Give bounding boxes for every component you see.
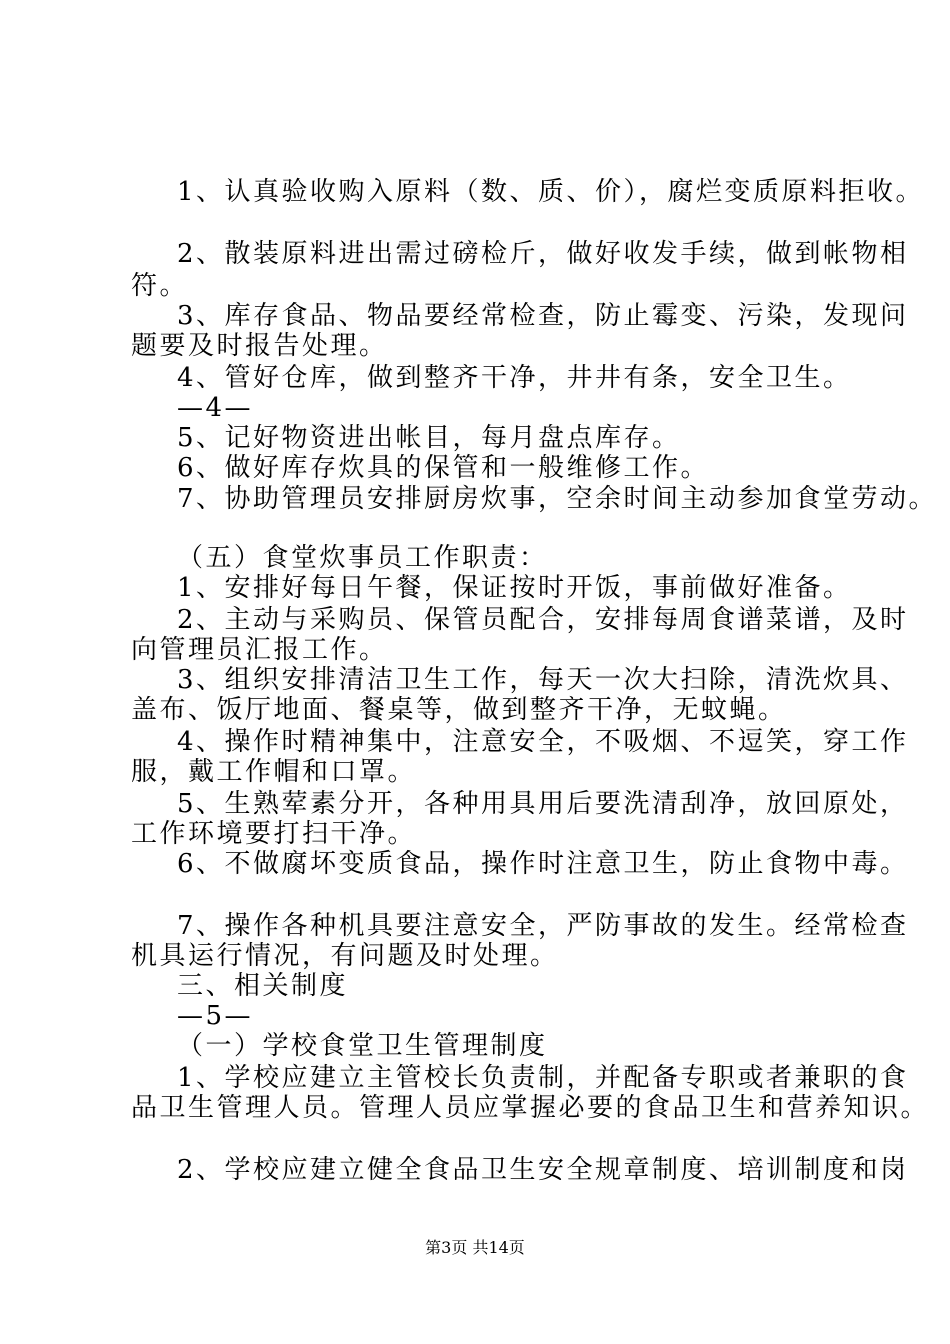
body-line: 题要及时报告处理。 <box>131 331 388 361</box>
body-line: 向管理员汇报工作。 <box>131 635 388 665</box>
body-line: 7、协助管理员安排厨房炊事，空余时间主动参加食堂劳动。 <box>177 484 938 514</box>
body-line: 3、组织安排清洁卫生工作，每天一次大扫除，清洗炊具、 <box>177 665 909 695</box>
body-line: 符。 <box>131 271 189 301</box>
section-heading: （五）食堂炊事员工作职责： <box>177 543 548 573</box>
body-line: 2、主动与采购员、保管员配合，安排每周食谱菜谱，及时 <box>177 605 909 635</box>
body-line: 1、安排好每日午餐，保证按时开饭，事前做好准备。 <box>177 573 852 603</box>
page-marker: —5— <box>177 1001 254 1031</box>
body-line: 4、操作时精神集中，注意安全，不吸烟、不逗笑，穿工作 <box>177 727 909 757</box>
body-line: 6、不做腐坏变质食品，操作时注意卫生，防止食物中毒。 <box>177 849 909 879</box>
body-line: 7、操作各种机具要注意安全，严防事故的发生。经常检查 <box>177 911 909 941</box>
body-line: 机具运行情况，有问题及时处理。 <box>131 941 559 971</box>
body-line: 4、管好仓库，做到整齐干净，井井有条，安全卫生。 <box>177 363 852 393</box>
body-line: 服，戴工作帽和口罩。 <box>131 757 417 787</box>
body-line: 5、记好物资进出帐目，每月盘点库存。 <box>177 423 681 453</box>
body-line: 1、认真验收购入原料（数、质、价），腐烂变质原料拒收。 <box>177 177 925 207</box>
body-line: 5、生熟荤素分开，各种用具用后要洗清刮净，放回原处， <box>177 789 909 819</box>
body-line: 1、学校应建立主管校长负责制，并配备专职或者兼职的食 <box>177 1063 909 1093</box>
body-line: 盖布、饭厅地面、餐桌等，做到整齐干净，无蚊蝇。 <box>131 695 787 725</box>
body-line: 3、库存食品、物品要经常检查，防止霉变、污染，发现问 <box>177 301 909 331</box>
body-line: 品卫生管理人员。管理人员应掌握必要的食品卫生和营养知识。 <box>131 1093 930 1123</box>
page-footer: 第3页 共14页 <box>425 1238 525 1257</box>
body-line: 2、散装原料进出需过磅检斤，做好收发手续，做到帐物相 <box>177 239 909 269</box>
page-marker: —4— <box>177 393 254 423</box>
body-line: 6、做好库存炊具的保管和一般维修工作。 <box>177 453 710 483</box>
body-line: 工作环境要打扫干净。 <box>131 819 417 849</box>
body-line: 2、学校应建立健全食品卫生安全规章制度、培训制度和岗 <box>177 1155 909 1185</box>
section-heading: （一）学校食堂卫生管理制度 <box>177 1031 548 1061</box>
section-heading: 三、相关制度 <box>177 971 349 1001</box>
